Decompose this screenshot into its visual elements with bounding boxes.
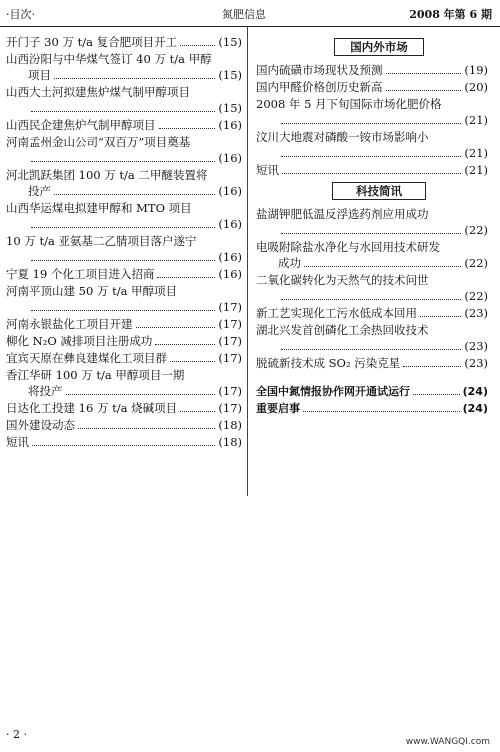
toc-entry[interactable] — [6, 34, 242, 50]
toc-entry-title: 山西民企建焦炉气制甲醇项目 — [6, 118, 156, 132]
toc-page-number: (16) — [218, 151, 242, 165]
dot-leader — [31, 227, 215, 228]
toc-entry-title: 投产 — [28, 184, 51, 198]
dot-leader — [413, 394, 460, 395]
toc-entry[interactable] — [256, 272, 488, 304]
toc-page-number: (15) — [218, 68, 242, 82]
toc-entry[interactable] — [256, 322, 488, 354]
toc-entry[interactable] — [6, 417, 242, 433]
toc-page-number: (16) — [218, 217, 242, 231]
toc-entry-title: 河南平顶山建 50 万 t/a 甲醇项目 — [6, 284, 178, 298]
spacer — [256, 372, 488, 384]
page-number: · 2 · — [6, 728, 27, 741]
toc-entry[interactable] — [6, 134, 242, 166]
toc-entry[interactable] — [256, 355, 488, 371]
toc-entry[interactable] — [256, 305, 488, 321]
dot-leader — [180, 411, 215, 412]
journal-title: 氮肥信息 — [222, 8, 266, 21]
toc-page-number: (17) — [218, 300, 242, 314]
toc-entry[interactable] — [6, 350, 242, 366]
dot-leader — [170, 361, 215, 362]
toc-page-number: (18) — [218, 418, 242, 432]
toc-entry-title: 国内硫磺市场现状及预测 — [256, 63, 383, 77]
toc-entry[interactable] — [256, 206, 488, 238]
toc-entry-title: 脱硫新技术成 SO₂ 污染克星 — [256, 356, 401, 370]
toc-entry[interactable] — [6, 316, 242, 332]
toc-page-number: (23) — [464, 306, 488, 320]
toc-entry-title: 山西汾阳与中华煤气签订 40 万 t/a 甲醇 — [6, 52, 212, 66]
toc-entry-title: 重要启事 — [256, 402, 300, 415]
toc-entry-title: 项目 — [28, 68, 51, 82]
toc-page-number: (21) — [464, 113, 488, 127]
toc-entry-title: 10 万 t/a 亚氨基二乙腈项目落户遂宁 — [6, 234, 197, 248]
toc-page-number: (17) — [218, 384, 242, 398]
dot-leader — [66, 394, 216, 395]
toc-entry-title: 宁夏 19 个化工项目进入招商 — [6, 267, 155, 281]
toc-entry[interactable] — [256, 62, 488, 78]
issue-label: 2008 年第 6 期 — [409, 8, 492, 21]
toc-entry-title: 河南永银盐化工项目开建 — [6, 317, 133, 331]
toc-page-number: (17) — [218, 401, 242, 415]
toc-page-number: (16) — [218, 184, 242, 198]
toc-entry[interactable] — [6, 434, 242, 450]
dot-leader — [281, 299, 461, 300]
dot-leader — [78, 428, 215, 429]
dot-leader — [180, 45, 215, 46]
toc-entry-title: 宜宾天原在彝良建煤化工项目群 — [6, 351, 167, 365]
dot-leader — [386, 73, 462, 74]
toc-entry-title: 香江华研 100 万 t/a 甲醇项目一期 — [6, 368, 185, 382]
toc-page-number: (17) — [218, 317, 242, 331]
toc-entry-title: 2008 年 5 月下旬国际市场化肥价格 — [256, 97, 442, 111]
toc-entry[interactable] — [256, 401, 488, 417]
toc-page-number: (16) — [218, 267, 242, 281]
dot-leader — [54, 194, 215, 195]
dot-leader — [282, 173, 461, 174]
toc-entry[interactable] — [6, 266, 242, 282]
toc-page-number: (21) — [464, 163, 488, 177]
dot-leader — [155, 344, 215, 345]
toc-page-number: (22) — [464, 223, 488, 237]
toc-entry-title: 山西华运煤电拟建甲醇和 MTO 项目 — [6, 201, 192, 215]
section-heading: 国内外市场 — [334, 38, 424, 56]
dot-leader — [31, 260, 215, 261]
toc-entry[interactable] — [256, 96, 488, 128]
toc-entry-title: 柳化 N₂O 减排项目注册成功 — [6, 334, 153, 348]
toc-entry-title: 新工艺实现化工污水低成本回用 — [256, 306, 417, 320]
column-divider — [247, 26, 248, 496]
toc-page-number: (21) — [464, 146, 488, 160]
toc-entry[interactable] — [6, 200, 242, 232]
toc-entry-title: 短讯 — [256, 163, 279, 177]
toc-entry[interactable] — [6, 233, 242, 265]
toc-entry-title: 电吸附除盐水净化与水回用技术研发 — [256, 240, 440, 254]
toc-page-number: (20) — [464, 80, 488, 94]
dot-leader — [136, 327, 216, 328]
toc-page-number: (19) — [464, 63, 488, 77]
toc-entry[interactable] — [6, 167, 242, 199]
dot-leader — [420, 316, 461, 317]
toc-entry[interactable] — [256, 162, 488, 178]
toc-entry[interactable] — [6, 400, 242, 416]
toc-entry[interactable] — [256, 384, 488, 400]
toc-entry-title: 山西大土河拟建焦炉煤气制甲醇项目 — [6, 85, 190, 99]
toc-entry-title: 将投产 — [28, 384, 63, 398]
toc-page-number: (22) — [464, 289, 488, 303]
toc-entry[interactable] — [6, 367, 242, 399]
toc-page-number: (16) — [218, 118, 242, 132]
dot-leader — [32, 445, 215, 446]
toc-entry[interactable] — [256, 239, 488, 271]
toc-entry-title: 河北凯跃集团 100 万 t/a 二甲醚装置将 — [6, 168, 208, 182]
toc-page-number: (15) — [218, 35, 242, 49]
toc-entry-title: 国内甲醛价格创历史新高 — [256, 80, 383, 94]
dot-leader — [281, 123, 461, 124]
toc-entry[interactable] — [6, 84, 242, 116]
toc-left-column — [6, 34, 242, 451]
toc-entry-title: 盐湖钾肥低温反浮选药剂应用成功 — [256, 207, 429, 221]
toc-page-number: (22) — [464, 256, 488, 270]
toc-page-number: (17) — [218, 334, 242, 348]
toc-entry-title: 日达化工投建 16 万 t/a 烧碱项目 — [6, 401, 178, 415]
dot-leader — [281, 233, 461, 234]
toc-page-number: (24) — [462, 385, 488, 398]
dot-leader — [31, 111, 215, 112]
toc-entry-title: 汶川大地震对磷酸一铵市场影响小 — [256, 130, 429, 144]
toc-entry-title: 河南孟州金山公司“双百万”项目奠基 — [6, 135, 191, 149]
toc-page-number: (23) — [464, 356, 488, 370]
dot-leader — [403, 366, 461, 367]
toc-entry[interactable] — [6, 333, 242, 349]
dot-leader — [31, 310, 215, 311]
dot-leader — [281, 349, 461, 350]
toc-entry-title: 成功 — [278, 256, 301, 270]
toc-entry-title: 开门子 30 万 t/a 复合肥项目开工 — [6, 35, 178, 49]
toc-entry-title: 国外建设动态 — [6, 418, 75, 432]
toc-entry[interactable] — [256, 79, 488, 95]
toc-page-number: (24) — [462, 402, 488, 415]
toc-entry[interactable] — [6, 117, 242, 133]
section-label: ·目次· — [6, 8, 35, 21]
toc-page-number: (23) — [464, 339, 488, 353]
toc-entry-title: 短讯 — [6, 435, 29, 449]
dot-leader — [159, 128, 216, 129]
dot-leader — [54, 78, 215, 79]
toc-entry[interactable] — [6, 283, 242, 315]
toc-entry-title: 二氧化碳转化为天然气的技术问世 — [256, 273, 429, 287]
toc-entry[interactable] — [256, 129, 488, 161]
toc-entry-title: 全国中氮情报协作网开通试运行 — [256, 385, 410, 398]
dot-leader — [303, 411, 460, 412]
toc-entry-title: 湖北兴发首创磷化工余热回收技术 — [256, 323, 429, 337]
watermark: www.WANGQI.com — [405, 737, 490, 747]
dot-leader — [31, 161, 215, 162]
toc-page-number: (15) — [218, 101, 242, 115]
dot-leader — [386, 90, 462, 91]
section-heading: 科技简讯 — [332, 182, 426, 200]
toc-entry[interactable] — [6, 51, 242, 83]
dot-leader — [157, 277, 215, 278]
dot-leader — [304, 266, 461, 267]
toc-right-column — [256, 34, 488, 418]
page-header — [0, 0, 500, 27]
toc-page-number: (17) — [218, 351, 242, 365]
toc-page-number: (18) — [218, 435, 242, 449]
dot-leader — [281, 156, 461, 157]
toc-page-number: (16) — [218, 250, 242, 264]
